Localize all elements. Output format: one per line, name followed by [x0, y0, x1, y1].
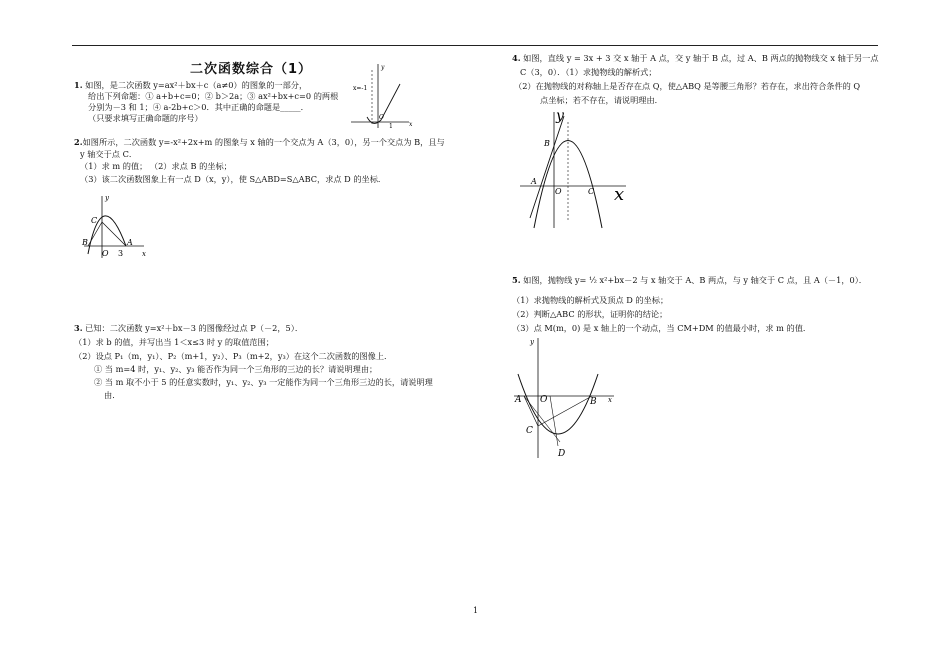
q5-fig-a: A [515, 395, 522, 405]
q3-line2: （1）求 b 的值，并写出当 1＜x≤3 时 y 的取值范围； [74, 337, 274, 347]
q1-line4: （只要求填写正确命题的序号） [88, 113, 203, 123]
q2-fig-o: O [102, 249, 109, 258]
q4-fig-x: x [614, 184, 625, 205]
q3-line1 [74, 323, 303, 335]
header-rule [72, 45, 878, 46]
q5-number: 5. [512, 275, 521, 285]
q4-fig-o: O [555, 187, 562, 196]
q4-figure [518, 108, 630, 233]
q3-line4: ① 当 m=4 时，y₁、y₂、y₃ 能否作为同一个三角形的三边的长？请说明理由； [94, 364, 378, 374]
q1-fig-x: x [409, 121, 413, 128]
q5-fig-d: D [558, 449, 566, 459]
q4-number: 4. [512, 53, 521, 63]
q2-fig-y: y [105, 194, 109, 202]
q5-line1 [512, 275, 867, 287]
q5-line3: （2）判断△ABC 的形状，证明你的结论； [512, 309, 668, 319]
q5-fig-x: x [608, 396, 612, 404]
q1-figure [345, 62, 415, 130]
page-title: 二次函数综合（1） [190, 62, 313, 77]
q3-line3: （2）设点 P₁（m，y₁）、P₂（m+1，y₂）、P₃（m+2，y₃）在这个二次函数的图像上． [74, 351, 393, 361]
q1-fig-one: 1 [389, 123, 393, 130]
q3-text1: 已知：二次函数 y=x²＋bx－3 的图像经过点 P（－2，5）． [85, 323, 304, 333]
q5-fig-c: C [526, 426, 533, 436]
q2-fig-c: C [91, 216, 98, 225]
q2-line1 [74, 137, 445, 149]
page-number: 1 [473, 606, 479, 615]
q1-line2: 给出下列命题：① a+b+c=0；② b＞2a；③ ax²+bx+c=0 的两根 [88, 91, 339, 101]
q2-line4: （3）该二次函数图象上有一点 D（x，y），使 S△ABD=S△ABC，求点 D 的坐标． [80, 174, 387, 184]
q1-line1 [74, 80, 307, 92]
q4-line2: C（3，0）．（1）求抛物线的解析式； [520, 67, 657, 77]
q5-figure [510, 334, 620, 462]
q4-fig-b: B [544, 139, 550, 148]
q4-fig-y: y [556, 108, 564, 124]
q4-fig-c: C [588, 187, 595, 196]
q5-fig-o: O [540, 395, 548, 405]
q4-line1 [512, 53, 879, 65]
q2-number: 2. [74, 137, 83, 147]
q3-number: 3. [74, 323, 83, 333]
q3-line6: 由． [104, 390, 121, 400]
q4-text1: 如图，直线 y = 3x + 3 交 x 轴于 A 点，交 y 轴于 B 点，过 A、B 两点的抛物线交 x 轴于另一点 [523, 53, 879, 63]
q4-line4: 点坐标；若不存在，请说明理由． [540, 95, 663, 105]
q3-line5: ② 当 m 取不小于 5 的任意实数时，y₁、y₂、y₃ 一定能作为同一个三角形三边的长，请说明理 [94, 377, 433, 387]
q2-text1: 如图所示，二次函数 y=-x²+2x+m 的图象与 x 轴的一个交点为 A（3，0），另一个交点为 B，且与 [82, 137, 445, 147]
q5-line2: （1）求抛物线的解析式及顶点 D 的坐标； [512, 295, 669, 305]
q5-line4: （3）点 M(m，0) 是 x 轴上的一个动点，当 CM+DM 的值最小时，求 m 的值． [512, 323, 812, 333]
q1-text1: 如图，是二次函数 y=ax²＋bx＋c（a≠0）的图象的一部分， [85, 80, 308, 90]
q1-fig-o: O [379, 114, 384, 121]
q4-fig-a: A [531, 177, 537, 186]
q4-line3: （2）在抛物线的对称轴上是否存在点 Q，使△ABQ 是等腰三角形？若存在，求出符合条件的 Q [514, 81, 861, 91]
q2-line2: y 轴交于点 C． [80, 149, 138, 159]
q1-fig-axis-label: x=-1 [353, 85, 368, 92]
q2-fig-three: 3 [118, 249, 124, 258]
q1-line3: 分别为－3 和 1；④ a-2b+c＞0．其中正确的命题是_____． [88, 102, 309, 112]
q2-fig-x: x [142, 250, 146, 258]
q2-line3: （1）求 m 的值； （2）求点 B 的坐标； [80, 161, 232, 171]
q1-fig-y: y [381, 64, 385, 71]
q2-fig-b: B [82, 238, 88, 247]
q5-fig-y: y [530, 338, 534, 346]
q2-fig-a: A [127, 238, 133, 247]
q1-number: 1. [74, 80, 83, 90]
q5-text1: 如图，抛物线 y= ½ x²+bx－2 与 x 轴交于 A、B 两点，与 y 轴交于 C 点，且 A（－1，0）． [523, 275, 867, 285]
q5-fig-b: B [590, 397, 597, 407]
q2-figure [80, 192, 152, 262]
